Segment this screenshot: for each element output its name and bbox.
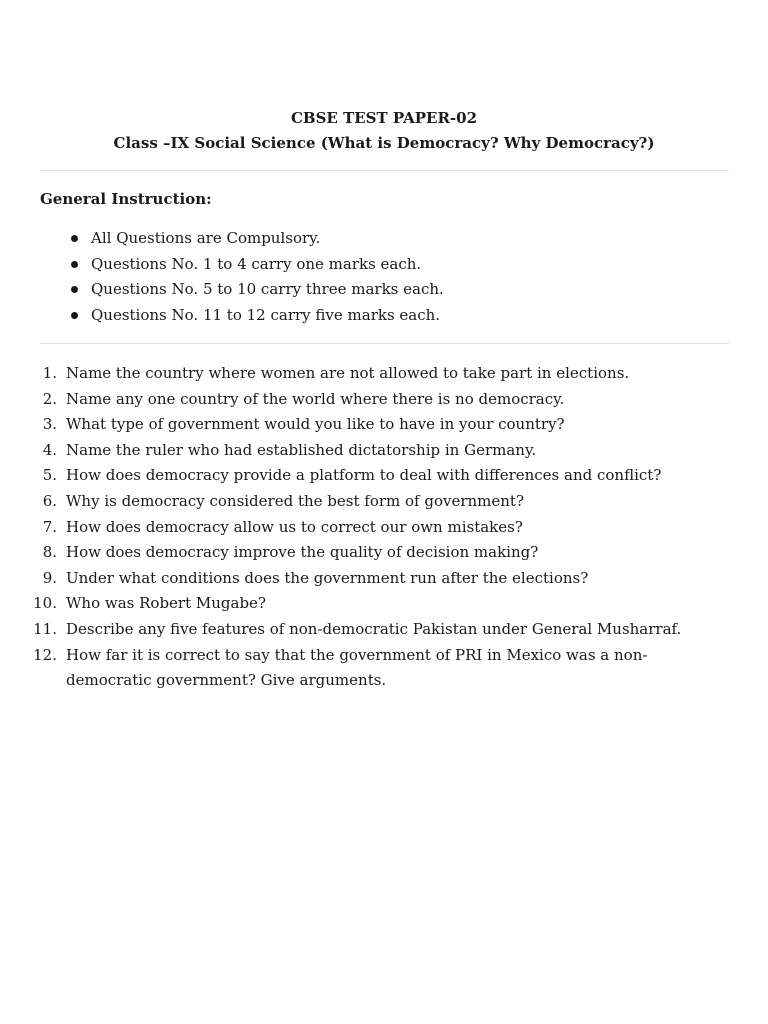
question-text: Why is democracy considered the best form of government? — [66, 491, 525, 510]
question-number: 2. — [42, 389, 57, 408]
question-text: Who was Robert Mugabe? — [66, 594, 266, 613]
instructions-heading: General Instruction: — [40, 190, 212, 208]
question-number: 8. — [42, 543, 57, 562]
question-text: How does democracy allow us to correct our own mistakes? — [66, 517, 523, 536]
question-number: 1. — [42, 364, 57, 382]
question-item — [0, 438, 716, 464]
instruction-text: Questions No. 1 to 4 carry one marks each. — [91, 254, 422, 273]
question-text: Name the country where women are not allowed to take part in elections. — [66, 364, 630, 382]
question-item — [0, 515, 716, 541]
question-item — [0, 591, 716, 617]
question-text: How does democracy provide a platform to deal with differences and conflict? — [66, 466, 662, 485]
question-item — [0, 463, 716, 489]
question-text: Describe any five features of non-democratic Pakistan under General Musharraf. — [66, 619, 682, 638]
question-text: How far it is correct to say that the government of PRI in Mexico was a non-democratic government? Give arguments. — [66, 645, 648, 690]
question-text: Name the ruler who had established dictatorship in Germany. — [66, 440, 537, 459]
bullet-icon — [71, 261, 78, 268]
paper-title: CBSE TEST PAPER-02 — [290, 109, 478, 127]
question-text: Under what conditions does the government run after the elections? — [66, 568, 589, 587]
question-number: 3. — [42, 415, 57, 434]
bullet-icon — [71, 235, 78, 242]
question-number: 6. — [42, 491, 57, 510]
question-number: 12. — [33, 645, 57, 664]
question-item — [0, 489, 716, 515]
instruction-text: Questions No. 5 to 10 carry three marks each. — [91, 280, 444, 299]
question-text: How does democracy improve the quality of decision making? — [66, 543, 539, 562]
divider — [40, 170, 729, 171]
question-number: 9. — [42, 568, 57, 587]
question-item — [0, 617, 716, 643]
bullet-icon — [71, 286, 78, 293]
divider — [40, 343, 729, 344]
question-text: What type of government would you like to have in your country? — [66, 415, 565, 434]
question-item — [0, 643, 716, 694]
question-item — [0, 361, 716, 387]
paper-subtitle: Class –IX Social Science (What is Democracy? Why Democracy?) — [113, 134, 655, 152]
question-number: 11. — [33, 619, 57, 638]
question-text: Name any one country of the world where there is no democracy. — [66, 389, 565, 408]
question-number: 10. — [33, 594, 57, 613]
question-item — [0, 387, 716, 413]
bullet-icon — [71, 312, 78, 319]
question-item — [0, 566, 716, 592]
instruction-text: All Questions are Compulsory. — [91, 229, 321, 247]
question-number: 4. — [42, 440, 57, 459]
question-item — [0, 412, 716, 438]
questions-list — [0, 361, 716, 694]
question-item — [0, 540, 716, 566]
question-number: 5. — [42, 466, 57, 485]
question-number: 7. — [42, 517, 57, 536]
instruction-text: Questions No. 11 to 12 carry five marks each. — [91, 305, 441, 324]
